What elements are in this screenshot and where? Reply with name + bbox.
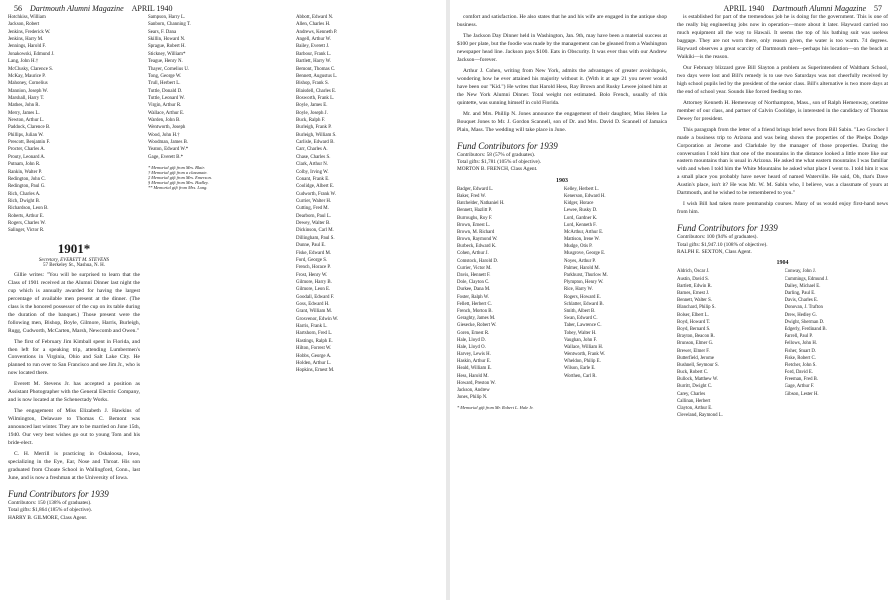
list-item: Dwight, Sherman D. (784, 319, 825, 325)
list-item: Putnam, John R. (8, 162, 41, 168)
list-item: Abbott, Edward N. (296, 15, 334, 20)
list-item: Hopkins, Ernest M. (296, 368, 335, 374)
list-item: McClusky, Clarence S. (8, 66, 54, 72)
list-item: Prescott, Benjamin F. (8, 140, 50, 146)
list-item: Cutting, Fred M. (296, 206, 329, 212)
list-item: Hobbs, George A. (296, 353, 332, 359)
name-list (296, 14, 440, 375)
list-item: Redington, John C. (8, 176, 46, 182)
list-item: Gage, Everett B.* (148, 154, 184, 160)
page-number: 57 (874, 4, 882, 13)
list-item: Richardson, Leon B. (8, 206, 49, 212)
list-item: Aldrich, Oscar J. (677, 269, 710, 275)
list-item: Jennings, Harold F. (8, 44, 46, 50)
list-item: Darling, Paul E. (784, 291, 816, 297)
paragraph: Our February blizzard gave Bill Slayton a problem as Superintendent of Waltham School, two days were lost and Bill's remedy is to use two Saturdays was not cheerfully received by high school pupils led by the president of the senior class. Bill's alternative is two more days at the end of school year. Sounds like forced feeding to me. (677, 64, 888, 95)
list-item: Rankin, Walter P. (8, 169, 43, 175)
issue-date: APRIL 1940 (131, 4, 173, 13)
paragraph: Mr. and Mrs. Phillip N. Jones announce the engagement of their daughter, Miss Helen Le Bouquet Jones to Mr. J. Gordon Scannell, son of Dr. and Mrs. David D. Scannell of Jamaica Plain, Mass. The wedding will take place in June. (457, 110, 667, 133)
list-item: Bushnell, Seymour S. (677, 362, 719, 368)
list-item: Goodall, Edward F. (296, 294, 335, 300)
list-item: Cudworth, Frank W. (296, 191, 336, 197)
list-item: Jenkins, Harry M. (8, 37, 44, 43)
list-item: Freeman, Fred B. (784, 377, 819, 383)
class-heading: 1903 (556, 177, 568, 184)
list-item: Burbeck, Edward K. (457, 244, 497, 250)
list-item: Buck, Robert C. (677, 370, 709, 376)
list-item: Chase, Charles S. (296, 154, 331, 160)
paragraph: is established for part of the tremendous job he is doing for the government. This is one of the really big engineering jobs now in operation—more about it later. Hayward carried too much equipment all the way to Hawaii. It seems the top of his bathing suit was useless baggage. They are not worn there, only reason given, the water is too warm. 74 degrees. Hayward observes a great scarcity of Dartmouth men—perhaps his location—on the beach at Waikiki—is the reason. (677, 14, 888, 60)
list-item: Tuttle, Leonard W. (148, 95, 185, 101)
list-item: Tobey, Walter H. (564, 330, 597, 336)
list-item: Gilmore, Harry B. (296, 279, 332, 285)
list-item: Currier, Victor M. (457, 265, 492, 271)
list-item: Newton, Arthur L. (8, 118, 45, 124)
list-item: Bennett, Augustus L. (296, 73, 338, 79)
list-item: Conway, John J. (784, 269, 816, 275)
list-item: Vaughan, John F. (564, 337, 597, 343)
class-notes (8, 272, 140, 483)
list-item: Rice, Harry W. (564, 287, 593, 293)
list-item: Kenerson, Edward H. (564, 193, 606, 199)
paragraph: C. H. Merrill is practicing in Oskaloosa, Iowa, specializing in the Eye, Ear, Nose and Throat. His son graduated from Choate School in Wallingford, Conn., last June, and is now a freshman at the University of Iowa. (8, 451, 140, 482)
class-notes (677, 14, 888, 217)
list-item: Clark, Arthur N. (296, 162, 329, 168)
list-item: French, Horace P. (296, 265, 331, 271)
list-item: Giesecke, Robert W. (457, 323, 497, 329)
footnote-line: § Memorial gift from Mrs. Hadley. (148, 180, 209, 186)
list-item: Wallace, Arthur E. (148, 110, 185, 116)
page-number: 56 (14, 4, 22, 13)
paragraph: Everett M. Stevens Jr. has accepted a position as Assistant Photographer with the General Electric Company, and is now located at the Schenectady Works. (8, 381, 140, 404)
list-item: Dailey, Michael E. (784, 283, 821, 289)
list-item: Boyle, Joseph J. (296, 110, 328, 116)
list-item: Bennett, Hazlitt P. (457, 208, 492, 214)
list-item: McKay, Maurice P. (8, 73, 46, 79)
paragraph: The Jackson Day Dinner held in Washington, Jan. 9th, may have been a material success at $100 per plate, but the foodie was made by the management can be gleaned from a Washington newspaper head line. Jackson pays $100. Eats in Obscurity. It was ever thus with our Andrew Jackson—forever. (457, 32, 667, 63)
memorial-notes (457, 405, 667, 410)
list-item: Sampson, Harry L. (148, 15, 186, 20)
list-item: Colby, Irving W. (296, 169, 329, 175)
list-item: Sprague, Robert H. (148, 44, 186, 50)
list-item: Jenkins, Frederick W. (8, 29, 51, 35)
list-item: Hilton, Forrest W. (296, 346, 332, 352)
list-item: Fisher, Stuart D. (784, 348, 817, 354)
list-item: Yeaton, Edward W.* (148, 147, 189, 153)
list-item: Fletcher, John S. (784, 362, 817, 368)
fund-line: HARRY B. GILMORE, Class Agent. (8, 514, 88, 521)
list-item: Brayton, Beacon R. (677, 334, 715, 340)
list-item: Fiske, Edward M. (296, 250, 332, 256)
list-item: Goss, Edward H. (296, 302, 330, 308)
list-item: Fiske, Robert C. (784, 355, 816, 361)
list-item: Burritt, Dwight C. (677, 384, 713, 390)
paragraph: Gillie writes: "You will be surprised to learn that the Class of 1901 received at the Alumni Dinner last night the cup which is annually awarded for having the largest percentage of available men present at the dinner. (The class is the honored possessor of the cup on its table during the duration of the banquet.) Those present were the following men, Bishop, Boyle, Gilmore, Harris, Burleigh, Rugg, Cudworth, McCarten, Marsh, Newcomb and Owen." (8, 271, 140, 334)
name-list (564, 186, 667, 402)
list-item: Lang, John H.† (8, 59, 39, 65)
list-item: Smith, Albert B. (564, 308, 596, 314)
list-item: Boyd, Bernard S. (677, 326, 711, 332)
list-item: Austin, David S. (677, 276, 709, 282)
list-item: Grant, William M. (296, 309, 333, 315)
list-item: Rich, Charles A. (8, 191, 41, 197)
fund-heading: Fund Contributors for 1939 (8, 489, 109, 499)
list-item: Swan, Edward C. (564, 316, 598, 322)
list-item: Grosvenor, Edwin W. (296, 316, 339, 322)
list-item: Burleigh, William S. (296, 132, 337, 138)
paragraph: I wish Bill had taken more penmanship courses. Many of us would enjoy first-hand news from him. (677, 201, 888, 216)
list-item: Baker, Fred W. (457, 193, 486, 199)
list-item: Barbour, Frank L. (296, 51, 332, 57)
left-running-head (8, 4, 178, 13)
list-item: Drew, Hedley G. (784, 312, 817, 318)
list-item: Bosworth, Frank L. (296, 95, 335, 101)
fund-line: Contributors: 150 (138% of graduates). (8, 500, 92, 506)
footnote-line: * Memorial gift from Mrs. Blair. (148, 165, 205, 171)
list-item: Stickney, William* (148, 51, 186, 57)
list-item: Phillips, Julian W. (8, 132, 44, 138)
name-list-two-column (677, 268, 888, 419)
list-item: Carr, Charles A. (296, 147, 328, 153)
list-item: Mathes, John R. (8, 103, 40, 109)
list-item: Brewer, Elmer F. (677, 348, 710, 354)
class-heading: 1904 (776, 260, 789, 267)
list-item: Hartshorn, Fred L. (296, 331, 333, 337)
list-item: Virgin, Arthur R. (148, 103, 182, 109)
list-item: Sanborn, Channing T. (148, 22, 191, 28)
list-item: Lord, Kenneth F. (564, 222, 597, 228)
list-item: Worthen, Carl R. (564, 373, 597, 379)
name-list (148, 14, 288, 161)
list-item: Dole, Clayton C. (457, 280, 490, 286)
fund-heading: Fund Contributors for 1939 (457, 140, 558, 151)
list-item: Durkee, Dana M. (457, 287, 491, 293)
list-item: Gage, Arthur F. (784, 384, 815, 390)
list-item: Brown, Ernest L. (457, 222, 491, 228)
list-item: Goren, Ernest R. (457, 330, 490, 336)
list-item: Noyes, Arthur P. (564, 258, 596, 264)
list-item: Bolser, Elbert L. (677, 312, 709, 318)
footnote-line: * Memorial gift from Mr. Robert L. Hale Jr. (457, 405, 534, 411)
list-item: Badger, Edward L. (457, 186, 494, 192)
list-item: Fellows, John H. (784, 341, 818, 347)
name-list (8, 14, 140, 235)
name-list-two-column (457, 186, 667, 402)
list-item: Conant, Frank E. (296, 176, 330, 182)
list-item: Angell, Arthur W. (296, 37, 332, 43)
name-list (677, 268, 781, 419)
list-item: Bullock, Matthew W. (677, 377, 719, 383)
fund-line: Contributors: 58 (57% of graduates). (457, 151, 536, 158)
list-item: Bemont, Thomas C. (296, 66, 336, 72)
list-item: Boyd, Howard T. (677, 319, 711, 325)
list-item: French, Morton B. (457, 308, 493, 314)
magazine-title: Dartmouth Alumni Magazine (772, 4, 866, 13)
issue-date: APRIL 1940 (723, 4, 765, 13)
list-item: Wentworth, Joseph (148, 125, 186, 131)
fund-heading: Fund Contributors for 1939 (677, 223, 778, 234)
footnote-line: ‡ Memorial gift from Mrs. Emerson. (148, 175, 212, 181)
list-item: Woodman, James B. (148, 140, 189, 146)
list-item: Davis, Charles E. (784, 298, 819, 304)
list-item: Dillingham, Paul S. (296, 235, 335, 241)
list-item: Wentworth, Frank W. (564, 352, 606, 358)
list-item: Sears, F. Dana (148, 29, 177, 35)
magazine-title: Dartmouth Alumni Magazine (30, 4, 124, 13)
list-item: Wilson, Earle E. (564, 366, 596, 372)
list-item: Brown, M. Richard (457, 229, 495, 235)
right-column-1 (457, 14, 667, 600)
list-item: Lord, Gardner K. (564, 215, 598, 221)
list-item: Edgerly, Ferdinand B. (784, 326, 827, 332)
list-item: Ford, David E. (784, 370, 814, 376)
list-item: Paddock, Clarence B. (8, 125, 51, 131)
fund-line: Total gifts: $1,864 (185% of objective). (8, 507, 92, 514)
fund-line: RALPH E. SEXTON, Class Agent. (677, 249, 752, 256)
left-column-3 (296, 14, 440, 600)
list-item: Musgrove, George E. (564, 251, 606, 257)
list-item: Palmer, Harold M. (564, 265, 600, 271)
list-item: Wallace, William H. (564, 344, 604, 350)
list-item: Gibson, Lester H. (784, 391, 819, 397)
left-page (0, 0, 447, 600)
list-item: Parkhurst, Thurlow M. (564, 273, 608, 279)
list-item: Heald, William E. (457, 366, 492, 372)
list-item: Barnes, Ernest J. (677, 291, 710, 297)
fund-line: MORTON B. FRENCH, Class Agent. (457, 166, 538, 173)
list-item: Bishop, Frank S. (296, 81, 329, 87)
list-item: Thayer, Cornelius U. (148, 66, 190, 72)
right-column-2 (677, 14, 888, 600)
list-item: Plympton, Henry W. (564, 280, 604, 286)
list-item: Davis, Hennett F. (457, 273, 491, 279)
list-item: Harvey, Lewis H. (457, 352, 491, 358)
list-item: Blaisdell, Charles E. (296, 88, 337, 94)
list-item: Farrell, Paul P. (784, 334, 813, 340)
list-item: Comstock, Harold D. (457, 258, 499, 264)
list-item: Skillin, Howard N. (148, 37, 186, 43)
list-item: Buck, Ralph F. (296, 118, 326, 124)
list-item: Wheldon, Philip E. (564, 359, 601, 365)
list-item: Brunson, Elmer G. (677, 341, 714, 347)
list-item: Procter, Charles A. (8, 147, 46, 153)
list-item: Hess, Harold M. (457, 373, 489, 379)
list-item: Prouty, Leonard A. (8, 154, 46, 160)
list-item: Frost, Henry W. (296, 272, 328, 278)
list-item: Ford, George S. (296, 257, 328, 263)
list-item: Kelley, Herbert L. (564, 186, 599, 192)
list-item: Hale, Lloyd O. (457, 344, 486, 350)
list-item: Callinan, Herbert (677, 398, 711, 404)
paragraph: The first of February Jim Kimball spent in Florida, and then left for a speaking trip, attending Lumbermen's Conventions in Virginia, Ohio and Salt Lake City. He planned to run over to San Francisco and see Jim Jr., who is now located there. (8, 338, 140, 377)
list-item: Rogers, Charles W. (8, 221, 46, 227)
paragraph: Attorney Kenneth H. Hemenway of Northampton, Mass., son of Ralph Hemenway, onetime member of our class, and partner of Calvin Coolidge, is interested in the candidacy of Thomas Dewey for president. (677, 99, 888, 122)
list-item: Warden, John B. (148, 118, 181, 124)
list-item: Harris, Frank L. (296, 324, 328, 330)
paragraph: Arthur J. Cohen, writing from New York, admits the advantages of greater avoirdupois, wondering how he ever attained his majority without it. (With it at age 21 you never would have been our "Kid.") He writes that Harold Hess, Ray Brown and Rusky Lewee joined him at the New York Alumni Dinner. Total weight not estimated. Bolo French, usually of this quintette, was sunning himself in cold Florida. (457, 67, 667, 106)
fund-line: Total gifts: $1,947.10 (108% of objective). (677, 241, 768, 248)
list-item: Mattison, Irene W. (564, 237, 600, 243)
list-item: Jackson, Robert (8, 22, 40, 28)
list-item: Bennett, Walter S. (677, 298, 712, 304)
left-column-2 (148, 14, 288, 600)
list-item: Andrews, Kenneth P. (296, 29, 338, 35)
class-notes (457, 14, 667, 135)
list-item: Hastings, Ralph E. (296, 338, 333, 344)
list-item: Roberts, Arthur E. (8, 213, 44, 219)
list-item: Geraghty, James M. (457, 316, 496, 322)
list-item: Blanchard, Philip S. (677, 305, 716, 311)
list-item: Cohen, Arthur J. (457, 251, 489, 257)
list-item: Jonakowski, Edmund J. (8, 51, 55, 57)
list-item: Haskin, Arthur E. (457, 359, 491, 365)
list-item: Burroughs, Roy F. (457, 215, 493, 221)
list-item: Gilmore, Leon E. (296, 287, 331, 293)
list-item: Foster, Ralph W. (457, 294, 490, 300)
list-item: Bailey, Everett J. (296, 44, 330, 50)
list-item: Dearborn, Paul L. (296, 213, 332, 219)
list-item: Rogers, Howard E. (564, 294, 601, 300)
list-item: Redington, Paul G. (8, 184, 46, 190)
fund-line: Total gifts: $1,781 (105% of objective). (457, 158, 541, 165)
footnote-line: ** Memorial gift from Mrs. Long. (148, 185, 208, 191)
list-item: Boyle, James E. (296, 103, 328, 109)
list-item: Rich, Dwight B. (8, 198, 41, 204)
list-item: Holden, Arthur L. (296, 360, 332, 366)
list-item: Marshall, Harry T. (8, 95, 45, 101)
list-item: Trull, Herbert L. (148, 81, 181, 87)
list-item: Jackson, Andrew (457, 388, 490, 394)
list-item: Tuttle, Donald D. (148, 88, 183, 94)
list-item: Mannion, Joseph W. (8, 88, 48, 94)
list-item: Dunne, Paul E. (296, 243, 326, 249)
list-item: Butterfield, Jerome (677, 355, 715, 361)
list-item: Jones, Philip N. (457, 395, 488, 401)
right-page (449, 0, 896, 600)
list-item: Wood, John H.† (148, 132, 180, 138)
list-item: Burleigh, Frank P. (296, 125, 332, 131)
list-item: Carey, Charles (677, 391, 706, 397)
list-item: Bartlett, Harry W. (296, 59, 332, 65)
fund-summary (8, 500, 140, 522)
list-item: Clayton, Arthur E. (677, 406, 713, 412)
list-item: Currier, Walter H. (296, 198, 332, 204)
fund-summary (457, 152, 667, 174)
list-item: Kidger, Horace (564, 201, 594, 207)
list-item: Dickinson, Carl M. (296, 228, 334, 234)
list-item: Brown, Raymond W. (457, 237, 498, 243)
list-item: Donovan, J. Trafton (784, 305, 823, 311)
list-item: Taber, Lawrence C. (564, 323, 602, 329)
list-item: Salinger, Victor R. (8, 228, 45, 234)
list-item: Tong, George W. (148, 73, 182, 79)
list-item: Hale, Lloyd D. (457, 337, 486, 343)
paragraph: The engagement of Miss Elizabeth J. Hawkins of Wilmington, Delaware to Thomas C. Bemont was announced last winter. They are to be married on June 15th, 1940. Our very best wishes go out to young Tom and his bride-elect. (8, 408, 140, 447)
memorial-notes (148, 165, 288, 190)
list-item: Allen, Charles H. (296, 22, 331, 28)
list-item: Batchelder, Nathaniel H. (457, 201, 505, 207)
list-item: Hotchkiss, William (8, 15, 46, 20)
paragraph: comfort and satisfaction. He also states that he and his wife are engaged in the antique shop business. (457, 14, 667, 28)
name-list (785, 268, 889, 419)
list-item: McArthur, Arthur E. (564, 229, 604, 235)
footnote-line: † Memorial gift from a classmate. (148, 170, 208, 176)
class-secretary: Secretary, EVERETT M. STEVENS (38, 257, 110, 263)
list-item: Cleveland, Raymond L. (677, 413, 723, 419)
list-item: Dewey, Walter B. (296, 221, 331, 227)
list-item: Lewee, Rusky D. (564, 208, 598, 214)
fund-summary (677, 234, 888, 256)
list-item: Mudge, Otis P. (564, 244, 593, 250)
list-item: Bartlett, Edwin R. (677, 283, 712, 289)
list-item: Howard, Preston W. (457, 380, 496, 386)
list-item: Schlatter, Edward B. (564, 301, 604, 307)
list-item: Teague, Henry N. (148, 59, 183, 65)
left-column-1 (8, 14, 140, 600)
paragraph: This paragraph from the letter of a friend brings brief news from Bill Sabin. "Leo Grocher I made a business trip to Arizona and was being shown the properties of the Phelps Dodge Corporation at Jerome and Clarkdale by the manager of those properties. During the conversation I told him that one of the mountains in the distance looked a little more like our eastern mountains than is usual in Arizona. He asked me what eastern mountains I was familiar with and when I told him the White Mountains he asked what place I went to. I told him it was a small place you probably have never heard of named Waterville. He said, Oh, that's Dave Austin's place, isn't it? He was Mr. W. M. Sabin who, I believe, was a classmate of yours at Dartmouth, and he wished to be remembered to you." (677, 126, 888, 197)
list-item: Cummings, Edmund J. (784, 276, 829, 282)
fund-line: Contributors: 100 (94% of graduates). (677, 234, 758, 241)
list-item: Carlisle, Edward B. (296, 140, 335, 146)
class-heading: 1901* (57, 240, 91, 256)
list-item: Coolidge, Albert E. (296, 184, 335, 190)
list-item: Fellett, Herbert C. (457, 301, 492, 307)
secretary-address: 57 Berkeley St., Nashua, N. H. (43, 262, 105, 268)
list-item: Merry, James L. (8, 110, 40, 116)
name-list (457, 186, 560, 402)
list-item: Mahoney, Cornelius (8, 81, 48, 87)
right-running-head (718, 4, 888, 13)
